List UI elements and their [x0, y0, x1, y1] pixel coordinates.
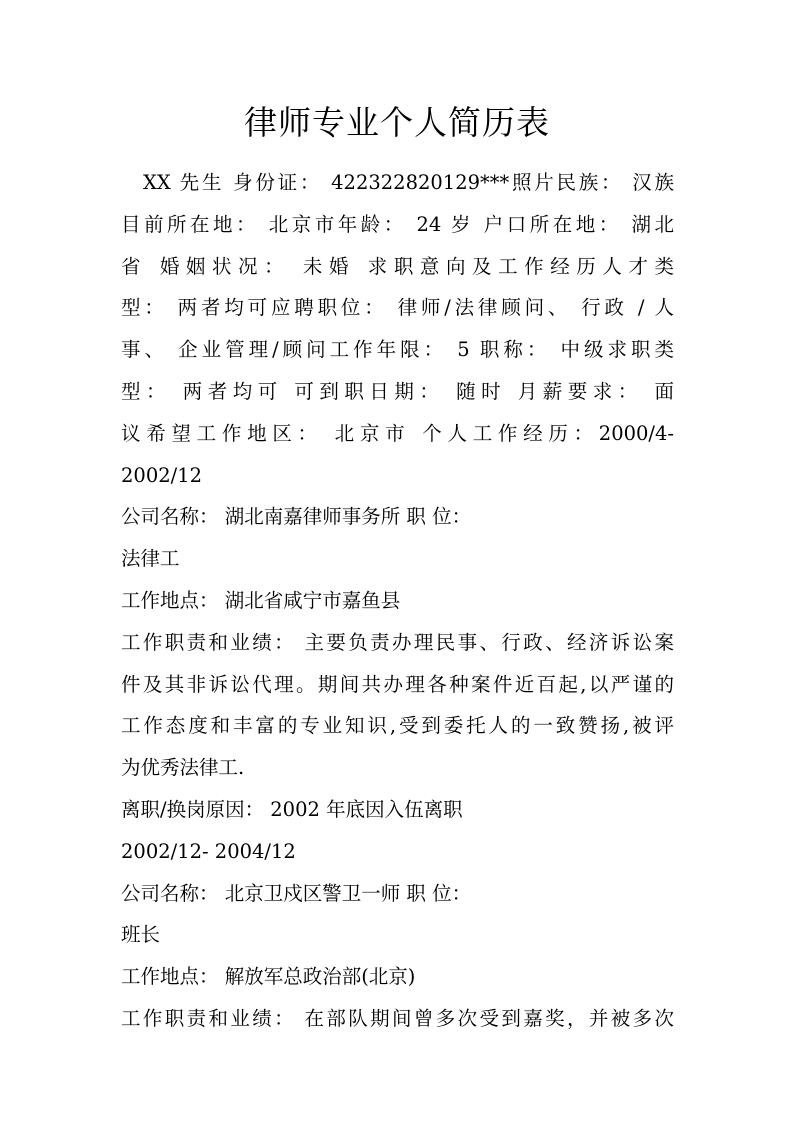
line-applied-position: 型： 两者均可应聘职位： 律师/法律顾问、 行政 / 人 [121, 296, 674, 320]
line-availability-salary: 型： 两者均可 可到职日期： 随时 月薪要求： 面 [121, 379, 674, 403]
line-duties-1d: 为优秀法律工. [121, 756, 245, 780]
line-work-location-2: 工作地点： 解放军总政治部(北京) [121, 965, 416, 989]
line-duties-2a: 工作职责和业绩： 在部队期间曾多次受到嘉奖，并被多次 [121, 1006, 674, 1030]
line-leave-reason-1: 离职/换岗原因： 2002 年底因入伍离职 [121, 797, 463, 821]
line-work-region: 议希望工作地区： 北京市 个人工作经历：2000/4- [121, 421, 674, 445]
line-marital-status: 省 婚姻状况： 未婚 求职意向及工作经历人才类 [121, 254, 674, 278]
line-position-1: 法律工 [121, 547, 180, 571]
resume-body [121, 162, 674, 1040]
line-company-2: 公司名称： 北京卫戍区警卫一师 职 位： [121, 881, 472, 905]
line-duties-1a: 工作职责和业绩： 主要负责办理民事、行政、经济诉讼案 [121, 630, 674, 654]
line-duties-1b: 件及其非诉讼代理。期间共办理各种案件近百起,以严谨的 [121, 672, 674, 696]
line-period-end-1: 2002/12 [121, 463, 203, 487]
line-location-age-hukou: 目前所在地： 北京市年龄： 24 岁 户口所在地： 湖北 [121, 212, 674, 236]
line-position-2: 班长 [121, 923, 161, 947]
line-period-2: 2002/12- 2004/12 [121, 839, 296, 863]
line-id-ethnicity: XX 先生 身份证： 422322820129***照片民族： 汉族 [143, 171, 674, 194]
line-work-location-1: 工作地点： 湖北省咸宁市嘉鱼县 [121, 588, 401, 612]
line-company-1: 公司名称： 湖北南嘉律师事务所 职 位： [121, 505, 472, 529]
line-experience-years: 事、 企业管理/顾问工作年限： 5 职称： 中级求职类 [121, 338, 674, 362]
line-duties-1c: 工作态度和丰富的专业知识,受到委托人的一致赞扬,被评 [121, 714, 674, 738]
page-title: 律师专业个人简历表 [244, 103, 550, 142]
